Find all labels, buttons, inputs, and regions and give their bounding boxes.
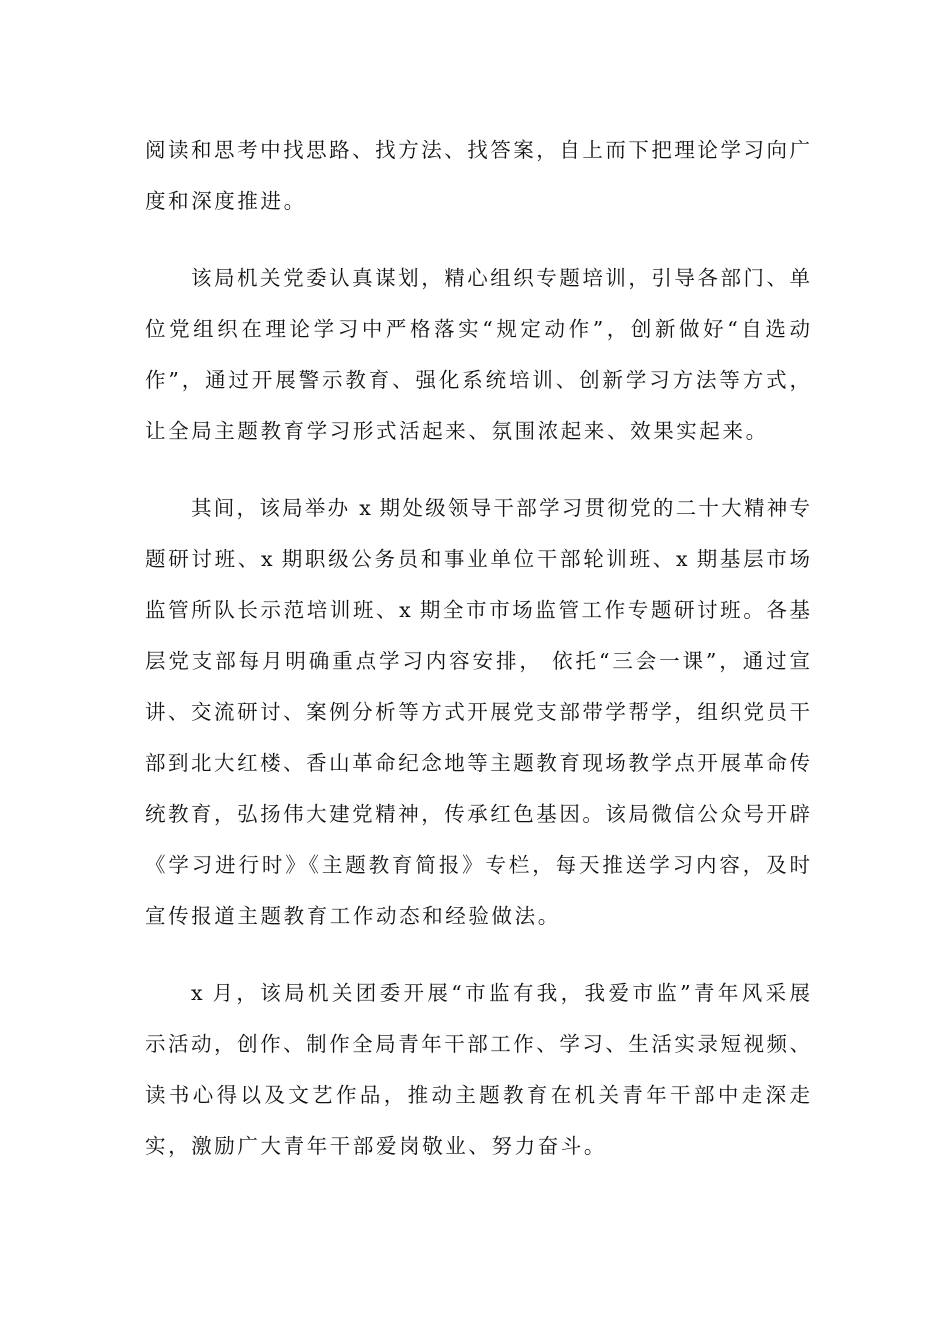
text-line: 位党组织在理论学习中严格落实“规定动作”，创新做好“自选动	[145, 317, 810, 341]
text-line: 部到北大红楼、香山革命纪念地等主题教育现场教学点开展革命传	[145, 751, 810, 775]
text-line: 阅读和思考中找思路、找方法、找答案，自上而下把理论学习向广	[145, 138, 810, 162]
text-line: 读书心得以及文艺作品，推动主题教育在机关青年干部中走深走	[145, 1083, 810, 1107]
text-line: 层党支部每月明确重点学习内容安排， 依托“三会一课”，通过宣	[145, 649, 810, 673]
text-line: 统教育，弘扬伟大建党精神，传承红色基因。该局微信公众号开辟	[145, 802, 810, 826]
paragraph-3	[145, 483, 810, 942]
text-line: 《学习进行时》《主题教育简报》专栏，每天推送学习内容，及时	[145, 853, 810, 877]
text-line: 题研讨班、x 期职级公务员和事业单位干部轮训班、x 期基层市场	[145, 547, 810, 571]
text-line: 实，激励广大青年干部爱岗敬业、努力奋斗。	[145, 1134, 607, 1158]
text-line: 其间，该局举办 x 期处级领导干部学习贯彻党的二十大精神专	[191, 496, 810, 520]
text-line: 讲、交流研讨、案例分析等方式开展党支部带学帮学，组织党员干	[145, 700, 810, 724]
text-line: 示活动，创作、制作全局青年干部工作、学习、生活实录短视频、	[145, 1032, 810, 1056]
text-line: 作”，通过开展警示教育、强化系统培训、创新学习方法等方式，	[145, 368, 810, 392]
text-line: 该局机关党委认真谋划，精心组织专题培训，引导各部门、单	[191, 266, 810, 290]
text-line: 监管所队长示范培训班、x 期全市市场监管工作专题研讨班。各基	[145, 598, 810, 622]
paragraph-2	[145, 253, 810, 457]
text-line: 度和深度推进。	[145, 189, 307, 213]
paragraph-4	[145, 968, 810, 1172]
text-line: x 月，该局机关团委开展“市监有我，我爱市监”青年风采展	[191, 981, 810, 1005]
paragraph-1	[145, 125, 810, 227]
text-line: 让全局主题教育学习形式活起来、氛围浓起来、效果实起来。	[145, 419, 769, 443]
text-line: 宣传报道主题教育工作动态和经验做法。	[145, 904, 561, 928]
document-body	[145, 125, 810, 1198]
